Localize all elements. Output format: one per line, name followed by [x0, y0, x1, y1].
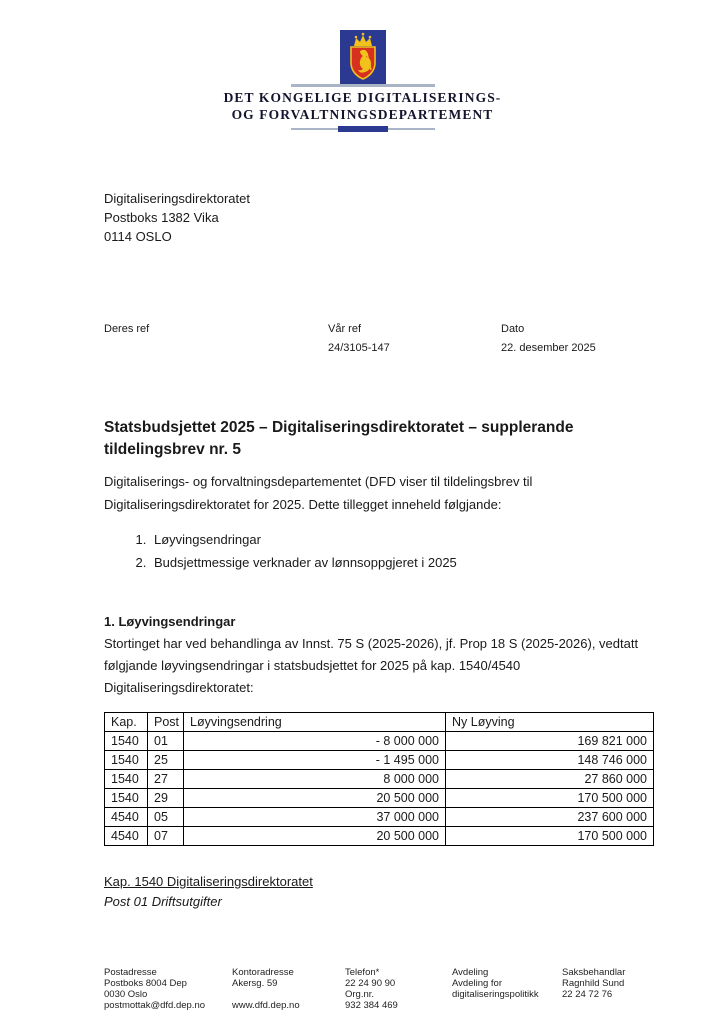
table-row — [105, 732, 654, 751]
table-cell: - 1 495 000 — [184, 751, 446, 770]
recipient-address — [104, 189, 657, 246]
table-cell: 05 — [148, 808, 184, 827]
footer-line — [562, 1000, 657, 1011]
footer-website: www.dfd.dep.no — [232, 1000, 300, 1011]
table-row — [105, 808, 654, 827]
table-row — [105, 827, 654, 846]
footer-col-avdeling — [452, 967, 562, 1011]
letter-footer — [104, 967, 657, 1011]
recipient-postal: 0114 OSLO — [104, 229, 172, 244]
department-name — [0, 89, 725, 123]
letterhead — [0, 0, 725, 132]
col-header-post: Post — [148, 713, 184, 732]
deres-ref-label: Deres ref — [104, 323, 150, 335]
table-cell: 20 500 000 — [184, 789, 446, 808]
footer-line: Postboks 8004 Dep — [104, 978, 187, 989]
dato-value: 22. desember 2025 — [501, 342, 596, 354]
footer-line: Kontoradresse — [232, 967, 294, 978]
table-cell: 169 821 000 — [446, 732, 654, 751]
col-header-kap: Kap. — [105, 713, 148, 732]
footer-col-kontoradresse — [232, 967, 345, 1011]
section-loyvingsendringar — [104, 611, 657, 699]
footer-line: Org.nr. — [345, 989, 375, 1000]
table-cell: 29 — [148, 789, 184, 808]
var-ref-label: Vår ref — [328, 323, 362, 335]
table-cell: 20 500 000 — [184, 827, 446, 846]
table-cell: 37 000 000 — [184, 808, 446, 827]
var-ref-field — [328, 322, 501, 355]
table-cell: 27 860 000 — [446, 770, 654, 789]
table-cell: 01 — [148, 732, 184, 751]
table-row — [105, 789, 654, 808]
footer-line: Saksbehandlar — [562, 967, 626, 978]
bottom-bar-center-block — [338, 126, 388, 132]
letter-subject: Statsbudsjettet 2025 – Digitaliseringsdirektoratet – supplerande tildelingsbrev nr. 5 — [104, 419, 574, 458]
table-cell: 148 746 000 — [446, 751, 654, 770]
department-name-line2: OG FORVALTNINGSDEPARTEMENT — [231, 107, 494, 122]
list-item: 2. Budsjettmessige verknader av lønnsoppgjeret i 2025 — [150, 551, 657, 574]
table-cell: 1540 — [105, 789, 148, 808]
table-cell: 1540 — [105, 732, 148, 751]
footer-orgnr: 932 384 469 — [345, 1000, 398, 1011]
budget-table — [104, 712, 654, 846]
footer-line — [232, 989, 345, 1000]
table-cell: 1540 — [105, 770, 148, 789]
table-cell: 07 — [148, 827, 184, 846]
table-cell: 25 — [148, 751, 184, 770]
letterhead-top-bar — [291, 84, 435, 87]
table-row — [105, 770, 654, 789]
footer-col-telefon — [345, 967, 452, 1011]
footer-email: postmottak@dfd.dep.no — [104, 1000, 206, 1011]
footer-line: digitaliseringspolitikk — [452, 989, 539, 1000]
list-item: 1. Løyvingsendringar — [150, 528, 657, 551]
table-cell: 4540 — [105, 808, 148, 827]
footer-col-saksbehandlar — [562, 967, 657, 1011]
footer-line: Ragnhild Sund — [562, 978, 625, 989]
footer-line: Postadresse — [104, 967, 157, 978]
footer-line: Telefon* — [345, 967, 380, 978]
table-row — [105, 751, 654, 770]
dato-label: Dato — [501, 323, 525, 335]
table-cell: 170 500 000 — [446, 789, 654, 808]
letterhead-bottom-bar — [291, 126, 435, 132]
var-ref-value: 24/3105-147 — [328, 342, 390, 354]
footer-line: 22 24 90 90 — [345, 978, 396, 989]
table-cell: 170 500 000 — [446, 827, 654, 846]
table-cell: 8 000 000 — [184, 770, 446, 789]
table-header-row — [105, 713, 654, 732]
table-cell: 237 600 000 — [446, 808, 654, 827]
letter-body — [0, 189, 725, 1011]
table-cell: - 8 000 000 — [184, 732, 446, 751]
footer-line: Avdeling — [452, 967, 489, 978]
section-body: Stortinget har ved behandlinga av Innst. 75 S (2025-2026), jf. Prop 18 S (2025-2026), vedtatt følgjande løyvingsendringar i statsbudsjettet for 2025 på kap. 1540/4540 Digitaliseringsdirektoratet: — [104, 636, 639, 695]
chapter-subsection — [104, 872, 657, 912]
deres-ref-field — [104, 322, 328, 355]
table-cell: 1540 — [105, 751, 148, 770]
chapter-heading: Kap. 1540 Digitaliseringsdirektoratet — [104, 874, 313, 889]
recipient-street: Postboks 1382 Vika — [104, 210, 219, 225]
crest-area — [291, 30, 435, 87]
footer-line: 0030 Oslo — [104, 989, 148, 1000]
table-cell: 4540 — [105, 827, 148, 846]
footer-line: Akersg. 59 — [232, 978, 278, 989]
coat-of-arms — [340, 30, 386, 84]
recipient-name: Digitaliseringsdirektoratet — [104, 191, 250, 206]
table-cell: 27 — [148, 770, 184, 789]
footer-col-postadresse — [104, 967, 232, 1011]
footer-line: Avdeling for — [452, 978, 502, 989]
col-header-ny-loyving: Ny Løyving — [446, 713, 654, 732]
post-heading: Post 01 Driftsutgifter — [104, 894, 222, 909]
contents-list — [104, 528, 657, 574]
footer-line: 22 24 72 76 — [562, 989, 613, 1000]
dato-field — [501, 322, 657, 355]
reference-row — [104, 322, 657, 355]
footer-line — [452, 1000, 562, 1011]
intro-paragraph: Digitaliserings- og forvaltningsdepartementet (DFD viser til tildelingsbrev til Digitaliseringsdirektoratet for 2025. Dette tillegget inneheld følgjande: — [104, 474, 533, 512]
department-name-line1: DET KONGELIGE DIGITALISERINGS- — [223, 90, 502, 105]
section-heading: 1. Løyvingsendringar — [104, 614, 236, 629]
col-header-loyvingsendring: Løyvingsendring — [184, 713, 446, 732]
